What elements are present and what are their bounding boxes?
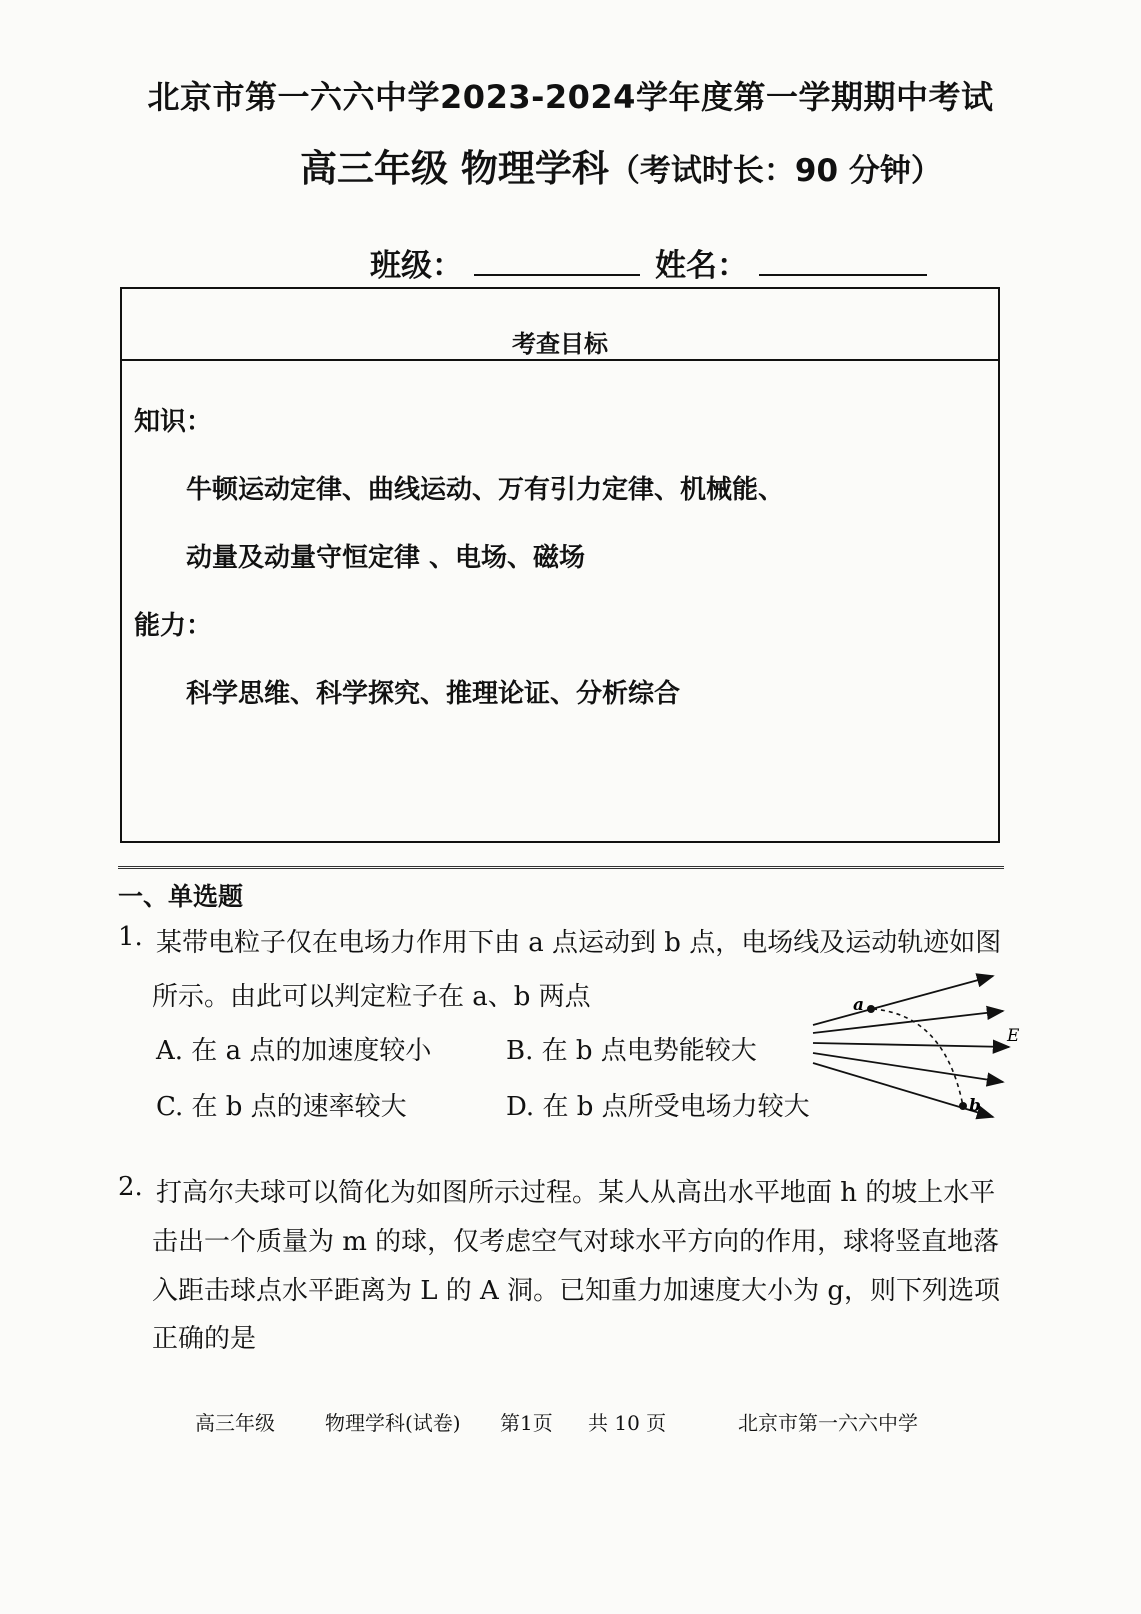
name-field (655, 240, 927, 285)
label-a: a (853, 995, 865, 1015)
field-line-4 (813, 1053, 1003, 1082)
q1-option-c[interactable]: C. 在 b 点的速率较大 (156, 1092, 407, 1122)
exam-subtitle (300, 138, 942, 192)
knowledge-label: 知识： (134, 407, 213, 437)
ability-label: 能力： (134, 611, 213, 641)
footer-total: 共 10 页 (588, 1411, 667, 1435)
grade-subject: 高三年级 物理学科 (300, 147, 609, 190)
q2-line-2: 击出一个质量为 m 的球，仅考虑空气对球水平方向的作用，球将竖直地落 (152, 1227, 1000, 1257)
footer-subject: 物理学科(试卷) (325, 1411, 461, 1435)
exam-duration: （考试时长：90 分钟） (608, 153, 942, 189)
footer-page: 第1页 (500, 1411, 553, 1435)
q2-line-1: 打高尔夫球可以简化为如图所示过程。某人从高出水平地面 h 的坡上水平 (156, 1178, 996, 1208)
class-field (370, 240, 640, 285)
class-label: 班级： (370, 248, 463, 284)
q1-stem-line-1: 某带电粒子仅在电场力作用下由 a 点运动到 b 点，电场线及运动轨迹如图 (156, 928, 1002, 958)
point-a (867, 1005, 875, 1013)
point-b (959, 1102, 967, 1110)
q2-line-3: 入距击球点水平距离为 L 的 A 洞。已知重力加速度大小为 g，则下列选项 (152, 1276, 1001, 1306)
q1-option-a[interactable]: A. 在 a 点的加速度较小 (156, 1036, 432, 1066)
name-label: 姓名： (655, 248, 748, 284)
label-b: b (969, 1096, 981, 1116)
field-line-1 (813, 976, 993, 1025)
knowledge-line-1: 牛顿运动定律、曲线运动、万有引力定律、机械能、 (186, 475, 785, 505)
knowledge-line-2: 动量及动量守恒定律 、电场、磁场 (186, 543, 586, 573)
q1-number: 1. (118, 922, 143, 952)
name-blank[interactable] (759, 240, 927, 276)
q1-option-d[interactable]: D. 在 b 点所受电场力较大 (506, 1092, 810, 1122)
field-line-3 (813, 1043, 1009, 1047)
label-e: E (1007, 1026, 1020, 1046)
section-title: 一、单选题 (118, 882, 244, 911)
footer-school: 北京市第一六六中学 (738, 1411, 918, 1435)
section-divider (118, 866, 1004, 869)
footer-grade: 高三年级 (195, 1411, 275, 1435)
q2-number: 2. (118, 1172, 143, 1202)
q1-stem-line-2: 所示。由此可以判定粒子在 a、b 两点 (152, 982, 591, 1012)
class-blank[interactable] (474, 240, 640, 276)
objectives-box (120, 287, 1000, 843)
exam-title: 北京市第一六六中学2023-2024学年度第一学期期中考试 (147, 78, 994, 116)
ability-line: 科学思维、科学探究、推理论证、分析综合 (186, 679, 681, 709)
q2-line-4: 正确的是 (152, 1324, 257, 1354)
q1-option-b[interactable]: B. 在 b 点电势能较大 (506, 1036, 757, 1066)
field-line-2 (813, 1011, 1003, 1033)
trajectory-path (873, 1009, 963, 1106)
objectives-heading: 考查目标 (122, 289, 998, 361)
field-line-5 (813, 1063, 993, 1117)
q1-field-figure (805, 965, 1030, 1125)
